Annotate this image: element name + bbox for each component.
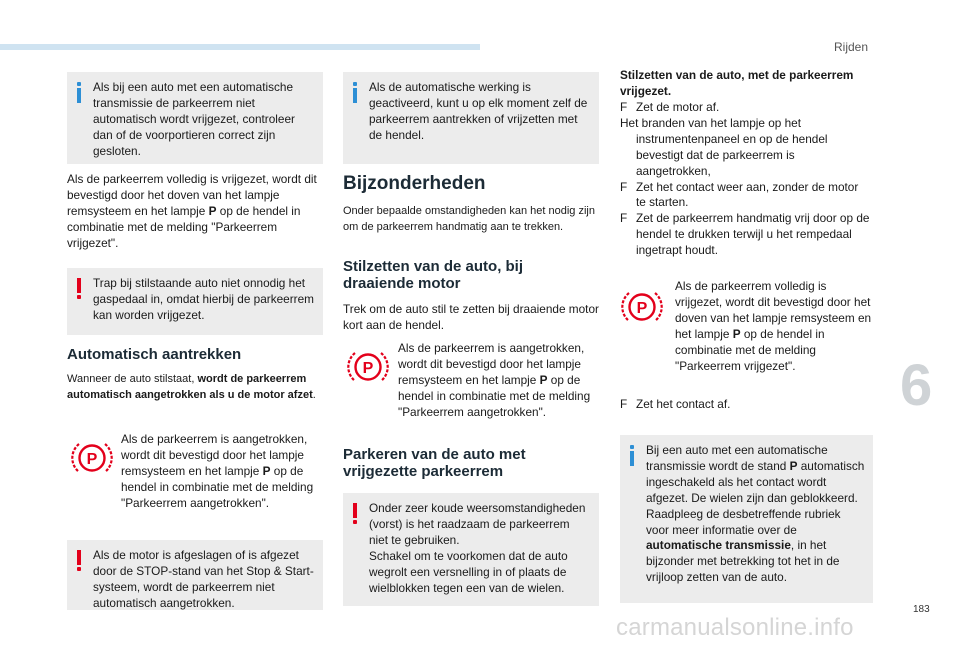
warning-text: Als de motor is afgeslagen of is afgezet door de STOP-stand van het Stop & Start-systeem, wordt de parkeerrem niet automatisch aangetrokken.: [93, 548, 314, 610]
icon-text: Als de parkeerrem is aangetrokken, wordt dit bevestigd door het lampje remsysteem en het lampje P op de hendel in combinatie met de melding "Parkeerrem aangetrokken".: [398, 341, 591, 419]
page-number: 183: [913, 604, 930, 615]
subsection-heading: Stilzetten van de auto, bij draaiende motor: [343, 258, 524, 292]
warning-text: Trap bij stilstaande auto niet onnodig het gaspedaal in, omdat hierbij de parkeerrem kan worden vrijgezet.: [93, 276, 314, 322]
section-heading: Automatisch aantrekken: [67, 346, 242, 363]
paragraph: Trek om de auto stil te zetten bij draaiende motor kort aan de hendel.: [343, 302, 599, 332]
procedure-steps: [620, 100, 870, 259]
intro-paragraph: Onder bepaalde omstandigheden kan het nodig zijn om de parkeerrem handmatig aan te trekken.: [343, 205, 595, 233]
warning-text: Onder zeer koude weersomstandigheden (vorst) is het raadzaam de parkeerrem niet te gebruiken. Schakel om te voorkomen dat de auto wegrolt een versnelling in of plaats de wielblokken tegen een van de wielen.: [369, 501, 586, 595]
warning-icon: [353, 503, 357, 525]
step-1: F Zet de motor af.: [620, 100, 720, 114]
subsection-heading: Parkeren van de auto met vrijgezette parkeerrem: [343, 446, 526, 480]
warning-box: [67, 540, 323, 610]
step-3: F Zet de parkeerrem handmatig vrij door op de hendel te drukken terwijl u het rempedaal ingetrapt houdt.: [620, 211, 870, 258]
warning-icon: [77, 278, 81, 300]
warning-icon: [77, 550, 81, 572]
page-heading: Bijzonderheden: [343, 173, 486, 194]
procedure-heading: Stilzetten van de auto, met de parkeerrem vrijgezet.: [620, 68, 854, 98]
info-icon: [630, 445, 634, 467]
info-box: [620, 435, 873, 603]
warning-box: [343, 493, 599, 606]
svg-text:P: P: [86, 451, 98, 468]
svg-text:P: P: [362, 360, 374, 377]
watermark: carmanualsonline.info: [616, 614, 854, 641]
info-text: Als de automatische werking is geactiveerd, kunt u op elk moment zelf de parkeerrem aantrekken of vrijzetten met de hendel.: [369, 80, 588, 142]
paragraph: Als de parkeerrem volledig is vrijgezet, wordt dit bevestigd door het doven van het lampje remsysteem en het lampje P op de hendel in combinatie met de melding "Parkeerrem vrijgezet".: [67, 172, 317, 250]
icon-text: Als de parkeerrem is aangetrokken, wordt dit bevestigd door het lampje remsysteem en het lampje P op de hendel in combinatie met de melding "Parkeerrem aangetrokken".: [121, 432, 314, 510]
intro-paragraph: [67, 372, 323, 404]
step-4: F Zet het contact af.: [620, 397, 731, 411]
intro-end: .: [312, 388, 316, 401]
intro-bold: wordt de parkeerrem automatisch aangetrokken als u de motor afzet: [67, 373, 313, 401]
bullet-icon: F: [620, 100, 628, 114]
bullet-icon: F: [620, 397, 628, 411]
step-2: F Zet het contact weer aan, zonder de motor te starten.: [620, 179, 859, 210]
intro-normal: Wanneer de auto stilstaat,: [67, 373, 198, 385]
info-text: Als bij een auto met een automatische transmissie de parkeerrem niet automatisch wordt vrijgezet, controleer dan of de voorportieren correct zijn gesloten.: [93, 80, 295, 158]
info-box: [67, 72, 323, 164]
info-text: Bij een auto met een automatische transmissie wordt de stand P automatisch ingeschakeld als het contact wordt afgezet. De wielen zijn dan geblokkeerd. Raadpleeg de desbetreffende rubriek voor meer informatie over de automatische transmissie, in het bijzonder met betrekking tot het in de vrijloop zetten van de auto.: [646, 443, 865, 585]
warning-box: [67, 268, 323, 335]
parking-brake-icon: [70, 436, 114, 480]
chapter-number: 6: [900, 353, 933, 418]
info-icon: [353, 82, 357, 104]
bullet-icon: F: [620, 179, 628, 194]
step-1-detail: Het branden van het lampje op het instrumentenpaneel en op de hendel bevestigt dat de parkeerrem is aangetrokken,: [620, 115, 828, 178]
parking-brake-icon: [346, 345, 390, 389]
bullet-icon: F: [620, 211, 628, 226]
svg-text:P: P: [636, 300, 648, 317]
icon-text: Als de parkeerrem volledig is vrijgezet, wordt dit bevestigd door het doven van het lampje remsysteem en het lampje P op de hendel in combinatie met de melding "Parkeerrem vrijgezet".: [675, 279, 872, 373]
header-bar: [0, 44, 480, 50]
info-box: [343, 72, 599, 164]
parking-brake-icon: [620, 285, 664, 329]
info-icon: [77, 82, 81, 104]
section-title: Rijden: [834, 40, 869, 54]
